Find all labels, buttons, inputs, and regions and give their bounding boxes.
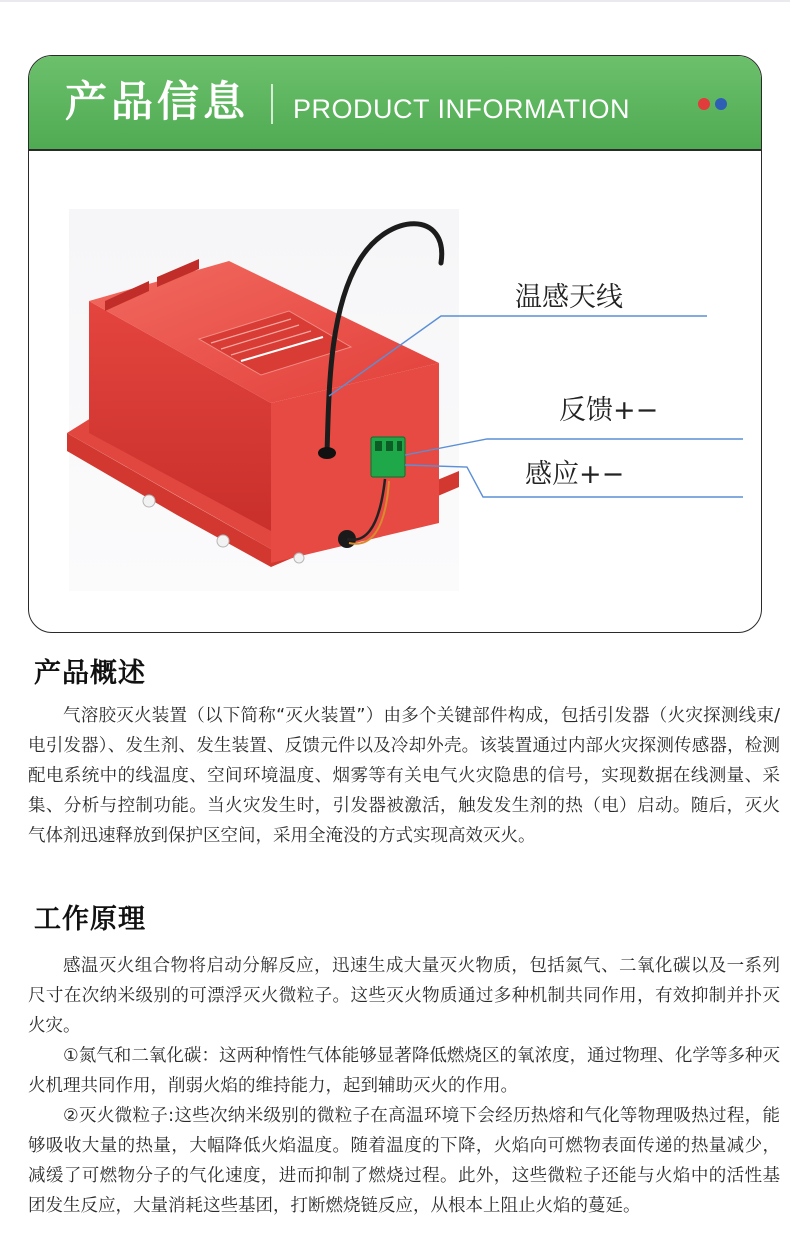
header-divider — [271, 84, 273, 124]
bolt — [143, 495, 155, 507]
red-dot-icon — [698, 98, 710, 110]
overview-paragraph: 气溶胶灭火装置（以下简称“灭火装置”）由多个关键部件构成，包括引发器（火灾探测线束/电引发器）、发生剂、发生装置、反馈元件以及冷却外壳。该装置通过内部火灾探测传感器，检测配电系统中的线温度、空间环境温度、烟雾等有关电气火灾隐患的信号，实现数据在线测量、采集、分析与控制功能。当火灾发生时，引发器被激活，触发发生剂的热（电）启动。随后，灭火气体剂迅速释放到保护区空间，采用全淹没的方式实现高效灭火。 — [28, 706, 780, 846]
principle-paragraph-3: ②灭火微粒子:这些次纳米级别的微粒子在高温环境下会经历热熔和气化等物理吸热过程，能够吸收大量的热量，大幅降低火焰温度。随着温度的下降，火焰向可燃物表面传递的热量减少，减缓了可燃物分子的气化速度，进而抑制了燃烧过程。此外，这些微粒子还能与火焰中的活性基团发生反应，大量消耗这些基团，打断燃烧链反应，从根本上阻止火焰的蔓延。 — [28, 1106, 780, 1216]
top-rule — [0, 0, 790, 2]
blue-dot-icon — [715, 98, 727, 110]
bolt — [217, 535, 229, 547]
terminal-slot — [386, 441, 393, 451]
antenna-grommet — [318, 447, 336, 459]
product-image — [29, 151, 762, 631]
terminal-slot — [375, 441, 382, 451]
principle-title: 工作原理 — [34, 904, 146, 935]
label-antenna: 温感天线 — [515, 282, 623, 313]
header-title-en: PRODUCT INFORMATION — [293, 94, 630, 124]
header-title-cn: 产品信息 — [65, 77, 250, 126]
label-sensing: 感应+− — [525, 459, 625, 490]
principle-paragraph-1: 感温灭火组合物将启动分解反应，迅速生成大量灭火物质，包括氮气、二氧化碳以及一系列尺寸在次纳米级别的可漂浮灭火微粒子。这些灭火物质通过多种机制共同作用，有效抑制并扑灭火灾。 — [28, 956, 780, 1036]
card-header — [29, 56, 761, 150]
terminal-slot — [397, 441, 402, 451]
overview-title: 产品概述 — [34, 658, 146, 689]
principle-paragraph-2: ①氮气和二氧化碳：这两种惰性气体能够显著降低燃烧区的氧浓度，通过物理、化学等多种灭火机理共同作用，削弱火焰的维持能力，起到辅助灭火的作用。 — [28, 1046, 780, 1096]
label-feedback: 反馈+− — [559, 395, 659, 426]
bolt — [294, 553, 304, 563]
product-info-card — [28, 55, 762, 633]
